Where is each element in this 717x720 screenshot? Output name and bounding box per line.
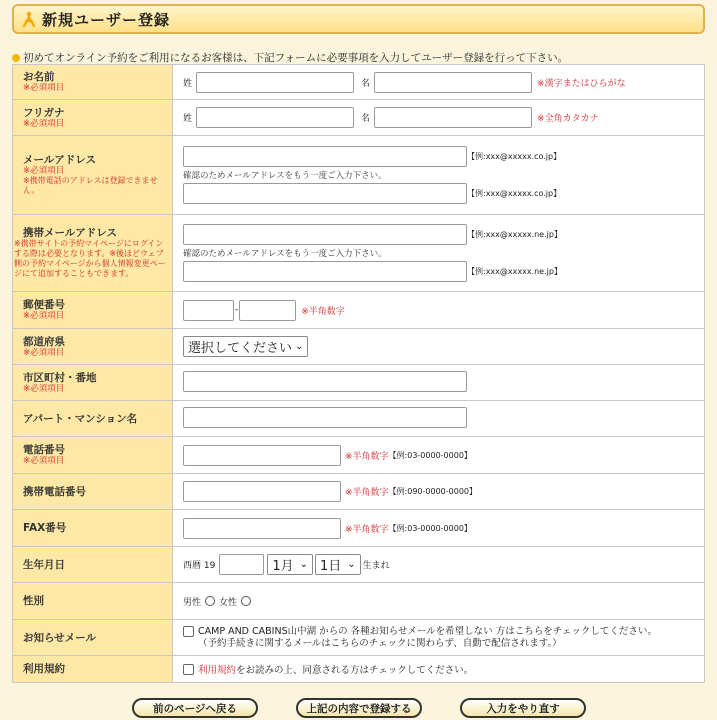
person-icon bbox=[18, 8, 40, 30]
mobile-email-input[interactable] bbox=[183, 224, 467, 245]
field-label: 携帯メールアドレス bbox=[23, 227, 117, 239]
value-cell bbox=[173, 656, 705, 683]
required-mark: ※必須項目 bbox=[23, 347, 65, 358]
field-label: 都道府県 bbox=[23, 335, 65, 348]
row-prefecture bbox=[13, 329, 705, 365]
intro-message: 初めてオンライン予約をご利用になるお客様は、下記フォームに必要事項を入力してユーザー登録を行って下さい。 bbox=[23, 52, 569, 64]
value-cell bbox=[173, 136, 705, 215]
label-cell bbox=[13, 215, 173, 292]
label-cell bbox=[13, 510, 173, 547]
birth-year-input[interactable] bbox=[219, 554, 264, 575]
required-mark: ※必須項目 bbox=[23, 118, 65, 129]
field-note: ※全角カタカナ bbox=[537, 114, 599, 124]
row-mobile-email bbox=[13, 215, 705, 292]
field-label: 携帯電話番号 bbox=[23, 485, 86, 498]
fax-input[interactable] bbox=[183, 518, 341, 539]
field-note: ※半角数字 bbox=[345, 524, 389, 535]
mei-label: 名 bbox=[361, 114, 371, 124]
value-cell bbox=[173, 510, 705, 547]
page-header bbox=[12, 4, 705, 34]
required-mark: ※必須項目 bbox=[23, 166, 65, 176]
prefecture-selected: 選択してください bbox=[188, 341, 293, 356]
field-label: 性別 bbox=[23, 595, 44, 607]
value-cell bbox=[173, 620, 705, 656]
value-cell bbox=[173, 547, 705, 583]
era-label: 西暦 19 bbox=[183, 561, 216, 571]
form-buttons bbox=[0, 698, 717, 718]
label-cell bbox=[13, 100, 173, 136]
newsletter-optout-checkbox[interactable] bbox=[183, 626, 194, 637]
row-terms bbox=[13, 656, 705, 683]
required-mark: ※必須項目 bbox=[23, 83, 65, 93]
page-title: 新規ユーザー登録 bbox=[42, 10, 171, 29]
field-note: ※携帯電話のアドレスは登録できません。 bbox=[23, 176, 158, 195]
field-note: ※半角数字 bbox=[345, 488, 389, 498]
back-button[interactable]: 前のページへ戻る bbox=[132, 698, 258, 718]
field-note: ※半角数字 bbox=[345, 451, 389, 462]
first-name-kana-input[interactable] bbox=[374, 107, 532, 128]
row-mobile-phone bbox=[13, 474, 705, 510]
female-label: 女性 bbox=[219, 597, 238, 608]
label-cell bbox=[13, 656, 173, 683]
register-button[interactable]: 上記の内容で登録する bbox=[296, 698, 422, 718]
field-note: ※半角数字 bbox=[301, 306, 345, 317]
label-cell bbox=[13, 65, 173, 100]
postal-code-2-input[interactable] bbox=[239, 300, 296, 321]
field-note: ※漢字またはひらがな bbox=[537, 78, 626, 89]
field-label: フリガナ bbox=[23, 106, 65, 119]
prefecture-select[interactable] bbox=[183, 336, 308, 357]
required-mark: ※必須項目 bbox=[23, 311, 65, 321]
birth-day-select[interactable] bbox=[315, 554, 361, 575]
chevron-down-icon: ⌄ bbox=[299, 559, 308, 570]
label-cell bbox=[13, 329, 173, 365]
bullet-icon bbox=[12, 54, 20, 62]
value-cell bbox=[173, 401, 705, 437]
value-cell bbox=[173, 583, 705, 620]
first-name-input[interactable] bbox=[374, 72, 532, 93]
row-email bbox=[13, 136, 705, 215]
value-cell bbox=[173, 365, 705, 401]
postal-code-1-input[interactable] bbox=[183, 300, 234, 321]
field-label: FAX番号 bbox=[23, 522, 67, 534]
mobile-email-confirm-input[interactable] bbox=[183, 261, 467, 282]
field-label: お知らせメール bbox=[23, 631, 96, 644]
male-radio[interactable] bbox=[205, 596, 215, 606]
value-cell bbox=[173, 215, 705, 292]
last-name-input[interactable] bbox=[196, 72, 354, 93]
row-city bbox=[13, 365, 705, 401]
label-cell bbox=[13, 136, 173, 215]
label-cell bbox=[13, 437, 173, 474]
fax-example: 【例:03-0000-0000】 bbox=[388, 523, 472, 533]
field-label: 郵便番号 bbox=[23, 299, 65, 311]
birth-month-selected: 1月 bbox=[272, 559, 294, 574]
terms-text: をお読みの上、同意される方はチェックしてください。 bbox=[236, 665, 474, 676]
label-cell bbox=[13, 401, 173, 437]
birth-day-selected: 1日 bbox=[320, 559, 342, 574]
row-furigana bbox=[13, 100, 705, 136]
row-postal bbox=[13, 292, 705, 329]
sei-label: 姓 bbox=[183, 78, 193, 89]
mobile-phone-example: 【例:090-0000-0000】 bbox=[388, 487, 478, 496]
mei-label: 名 bbox=[361, 78, 371, 89]
chevron-down-icon: ⌄ bbox=[295, 341, 304, 352]
row-name bbox=[13, 65, 705, 100]
field-label: お名前 bbox=[23, 71, 55, 83]
field-label: メールアドレス bbox=[23, 154, 96, 166]
field-label: 生年月日 bbox=[23, 558, 65, 571]
email-example-2: 【例:xxx@xxxxx.co.jp】 bbox=[467, 189, 562, 198]
row-apartment bbox=[13, 401, 705, 437]
female-radio[interactable] bbox=[241, 596, 251, 606]
row-phone bbox=[13, 437, 705, 474]
newsletter-subtext: （予約手続きに関するメールはこちらのチェックに関わらず、自動で配信されます。） bbox=[198, 637, 562, 649]
birth-suffix: 生まれ bbox=[362, 561, 390, 571]
mobile-email-confirm-hint: 確認のためメールアドレスをもう一度ご入力下さい。 bbox=[183, 249, 387, 259]
label-cell bbox=[13, 474, 173, 510]
apartment-input[interactable] bbox=[183, 407, 467, 428]
reset-button[interactable]: 入力をやり直す bbox=[460, 698, 586, 718]
label-cell bbox=[13, 620, 173, 656]
required-mark: ※必須項目 bbox=[23, 383, 65, 394]
field-label: 市区町村・番地 bbox=[23, 371, 97, 384]
label-cell bbox=[13, 583, 173, 620]
phone-example: 【例:03-0000-0000】 bbox=[388, 450, 472, 460]
label-cell bbox=[13, 365, 173, 401]
label-cell bbox=[13, 292, 173, 329]
field-label: アパート・マンション名 bbox=[23, 412, 138, 425]
email-input[interactable] bbox=[183, 146, 467, 167]
registration-form bbox=[12, 64, 705, 683]
terms-checkbox[interactable] bbox=[183, 664, 194, 675]
label-cell bbox=[13, 547, 173, 583]
row-fax bbox=[13, 510, 705, 547]
phone-input[interactable] bbox=[183, 445, 341, 466]
mobile-email-example-2: 【例:xxx@xxxxx.ne.jp】 bbox=[467, 267, 562, 276]
row-newsletter bbox=[13, 620, 705, 656]
field-label: 利用規約 bbox=[23, 663, 65, 675]
value-cell bbox=[173, 65, 705, 100]
male-label: 男性 bbox=[183, 597, 202, 608]
mobile-email-example: 【例:xxx@xxxxx.ne.jp】 bbox=[467, 230, 562, 239]
terms-link[interactable]: 利用規約 bbox=[198, 665, 237, 676]
value-cell bbox=[173, 100, 705, 136]
mobile-phone-input[interactable] bbox=[183, 481, 341, 502]
sei-label: 姓 bbox=[183, 114, 193, 124]
value-cell bbox=[173, 329, 705, 365]
chevron-down-icon: ⌄ bbox=[347, 559, 356, 570]
required-mark: ※必須項目 bbox=[23, 456, 65, 466]
row-gender bbox=[13, 583, 705, 620]
row-birthday bbox=[13, 547, 705, 583]
city-input[interactable] bbox=[183, 371, 467, 392]
email-example: 【例:xxx@xxxxx.co.jp】 bbox=[467, 152, 562, 161]
value-cell bbox=[173, 474, 705, 510]
email-confirm-input[interactable] bbox=[183, 183, 467, 204]
field-label: 電話番号 bbox=[23, 444, 65, 456]
value-cell bbox=[173, 437, 705, 474]
birth-month-select[interactable] bbox=[267, 554, 313, 575]
newsletter-text: CAMP AND CABINS山中湖 からの 各種お知らせメールを希望しない 方はこちらをチェックしてください。 bbox=[198, 625, 657, 637]
intro-text bbox=[12, 50, 568, 65]
field-note: ※携帯サイトの予約マイページにログインする際は必要となります。※後ほどウェブ側の予約マイページから個人情報変更ページにて追加することもできます。 bbox=[14, 239, 166, 278]
last-name-kana-input[interactable] bbox=[196, 107, 354, 128]
value-cell: - ※半角数字 bbox=[173, 292, 705, 329]
email-confirm-hint: 確認のためメールアドレスをもう一度ご入力下さい。 bbox=[183, 171, 387, 181]
